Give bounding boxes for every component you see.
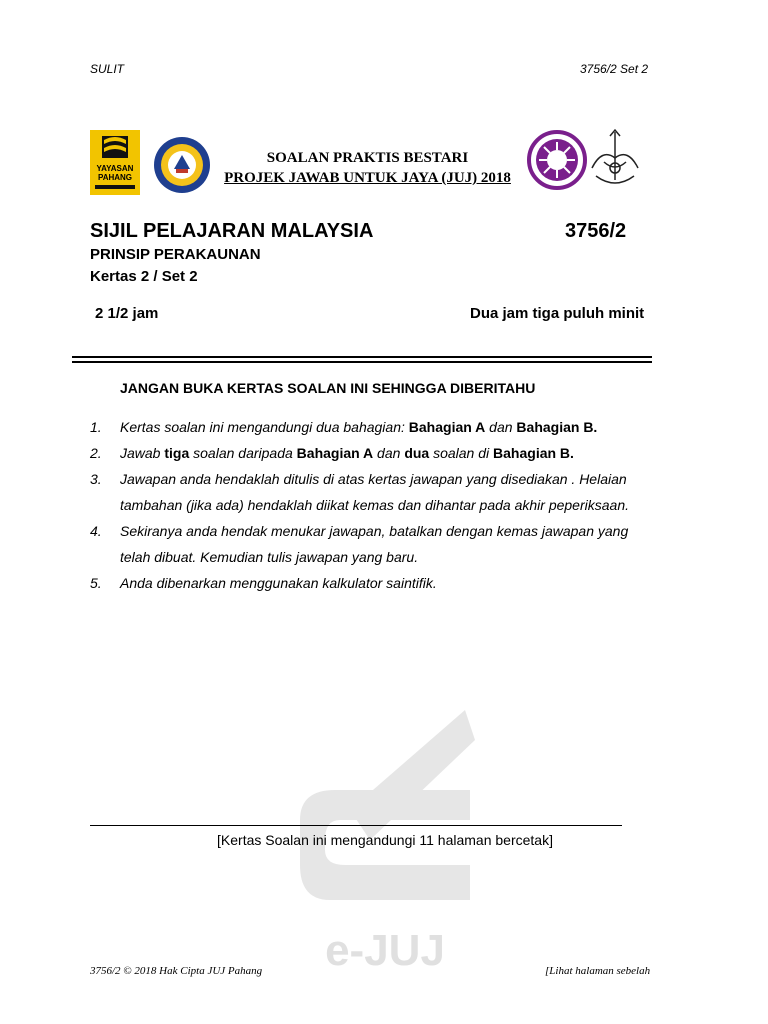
subject: PRINSIP PERAKAUNAN [90,246,261,263]
bold-part: dua [404,445,430,461]
text-part: soalan daripada [189,445,297,461]
text-line: Sekiranya anda hendak menukar jawapan, batalkan dengan kemas jawapan yang [120,523,629,539]
bold-part: tiga [164,445,190,461]
instruction-text: Anda dibenarkan menggunakan kalkulator saintifik. [120,575,437,591]
copyright: 3756/2 © 2018 Hak Cipta JUJ Pahang [90,965,263,977]
header-code: 3756/2 Set 2 [580,62,649,76]
text-part: Kertas soalan ini mengandungi dua bahagian: [120,419,409,435]
exam-code: 3756/2 [565,220,627,242]
pahang-crest [582,128,648,194]
page-count-note: [Kertas Soalan ini mengandungi 11 halaman bercetak] [217,832,553,848]
title-line-1: SOALAN PRAKTIS BESTARI [266,150,469,166]
bold-part: Bahagian A [408,419,486,435]
bold-part: Bahagian B. [516,419,598,435]
instruction-4 [90,518,690,570]
watermark-text: e-JUJ [325,926,445,970]
warning-text: JANGAN BUKA KERTAS SOALAN INI SEHINGGA DIBERITAHU [120,380,536,396]
text-part: Jawab [120,445,165,461]
instruction-number: 1. [90,419,102,435]
instruction-number: 5. [90,575,102,591]
paper-set: Kertas 2 / Set 2 [90,268,198,285]
instruction-5 [90,570,690,596]
instruction-number: 4. [90,523,102,539]
divider-top [72,356,652,358]
education-department-emblem [152,135,212,195]
instruction-text [120,466,629,518]
duration-long: Dua jam tiga puluh minit [470,305,645,322]
divider-bottom [72,361,652,363]
title-line-2: PROJEK JAWAB UNTUK JAYA (JUJ) 2018 [224,170,511,186]
instructions-list [90,414,690,596]
yayasan-pahang-logo [90,130,140,195]
text-part: soalan di [429,445,494,461]
exam-name: SIJIL PELAJARAN MALAYSIA [90,220,374,242]
duration-short: 2 1/2 jam [95,305,159,322]
instruction-text [120,518,628,570]
text-line: Jawapan anda hendaklah ditulis di atas kertas jawapan yang disediakan . Helaian [120,471,627,487]
purple-emblem [527,130,587,190]
instruction-1 [90,414,690,440]
footer-rule [90,825,622,826]
instruction-3 [90,466,690,518]
bold-part: Bahagian A [296,445,374,461]
header-sulit: SULIT [90,62,125,76]
next-page-note: [Lihat halaman sebelah [545,965,651,977]
text-line: tambahan (jika ada) hendaklah diikat kemas dan dihantar pada akhir peperiksaan. [120,497,629,513]
instruction-text [120,414,597,440]
instruction-text [120,440,574,466]
bold-part: Bahagian B. [493,445,574,461]
text-line: telah dibuat. Kemudian tulis jawapan yang baru. [120,549,419,565]
instruction-number: 3. [90,471,102,487]
yayasan-text-2: PAHANG [97,173,133,182]
yayasan-text-1: YAYASAN [96,164,134,173]
text-part: dan [485,419,517,435]
instruction-2 [90,440,690,466]
instruction-number: 2. [90,445,102,461]
text-part: dan [373,445,405,461]
